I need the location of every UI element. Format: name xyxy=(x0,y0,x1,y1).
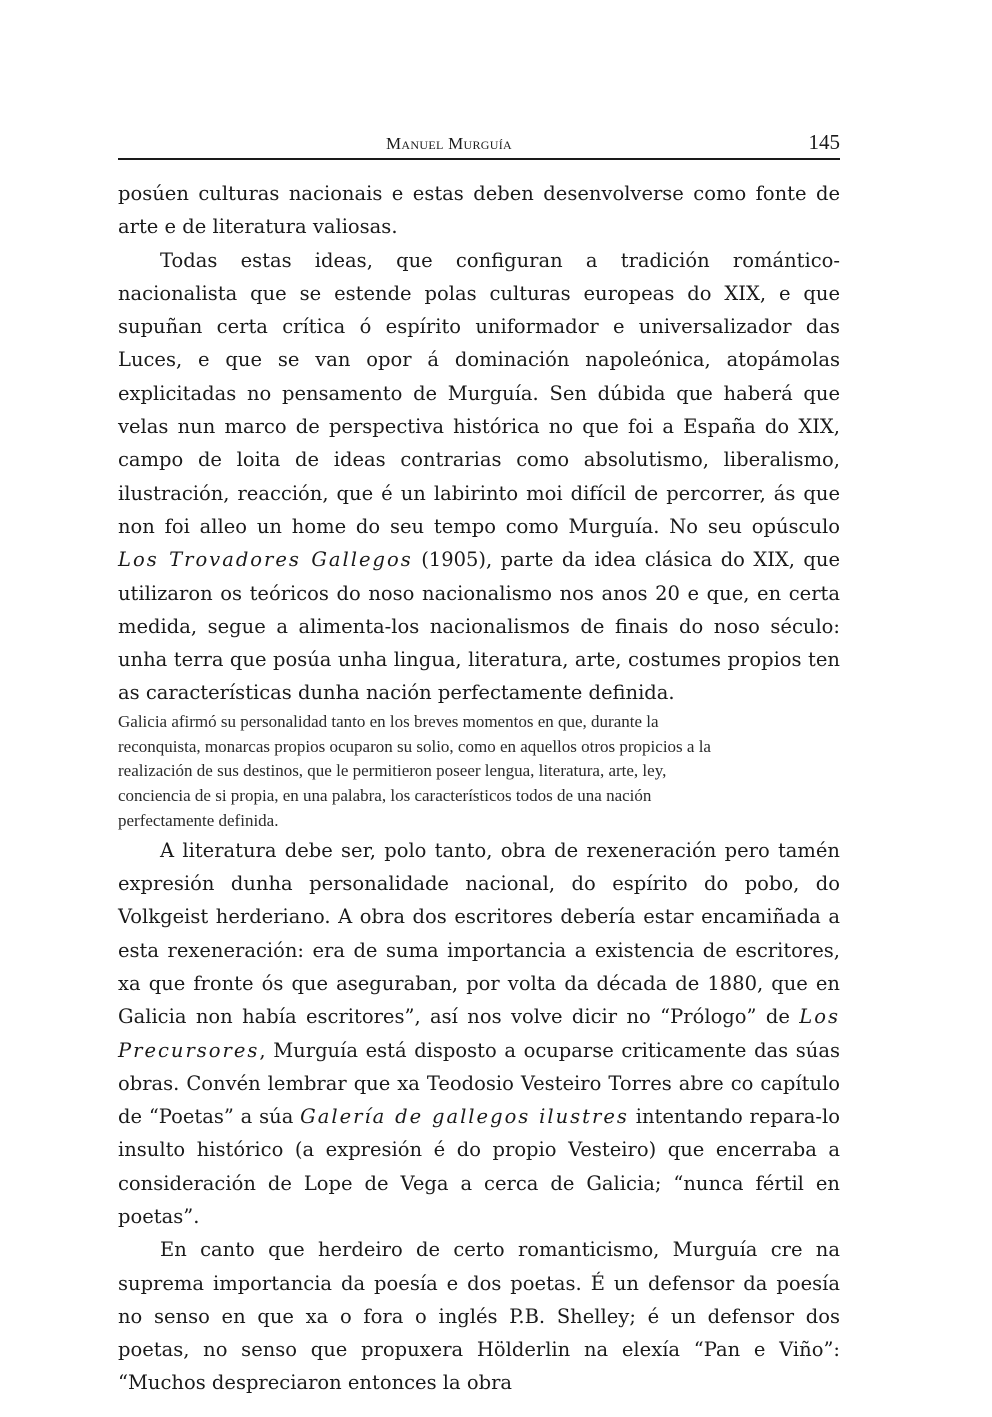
running-title: Manuel Murguía xyxy=(386,134,513,153)
book-title-galeria: Galería de gallegos ilustres xyxy=(300,1105,629,1129)
body-text xyxy=(118,177,840,1400)
paragraph-2-part-b: (1905), parte da idea clásica do XIX, que utilizaron os teóricos do noso nacionalismo nos anos 20 e que, en certa medida, segue a alimenta-los nacionalismos de finais do noso século: unha terra que posúa unha lingua, literatura, arte, costumes propios ten as características dunha nación perfectamente definida. xyxy=(118,548,840,705)
paragraph-4: En canto que herdeiro de certo romanticismo, Murguía cre na suprema importancia da poesía e dos poetas. É un defensor da poesía no senso en que xa o fora o inglés P.B. Shelley; é un defensor dos poetas, no senso que propuxera Hölderlin na elexía “Pan e Viño”: “Muchos despreciaron entonces la obra xyxy=(118,1238,840,1395)
paragraph-3-part-a: A literatura debe ser, polo tanto, obra de rexeneración pero tamén expresión dunha personalidade nacional, do espírito do pobo, do Volkgeist herderiano. A obra dos escritores debería estar encamiñada a esta rexeneración: era de suma importancia a existencia de escritores, xa que fronte ós que aseguraban, por volta da década de 1880, que en Galicia non había escritores”, así nos volve dicir no “Prólogo” de xyxy=(118,838,840,1029)
paragraph-3-part-b: , Murguía está disposto a ocuparse criticamente das súas obras. Convén lembrar que xa Teodosio Vesteiro Torres abre co capítulo de “Poetas” a súa xyxy=(118,1038,840,1129)
book-title-precursores: Los Precursores xyxy=(118,1005,840,1062)
page-number: 145 xyxy=(808,130,840,154)
page-header xyxy=(118,128,840,160)
paragraph-2-part-a: Todas estas ideas, que configuran a tradición romántico-nacionalista que se estende polas culturas europeas do XIX, e que supuñan certa crítica ó espírito uniformador e universalizador das Luces, e que se van opor á dominación napoleónica, atopámolas explicitadas no pensamento de Murguía. Sen dúbida que haberá que velas nun marco de perspectiva histórica no que foi a España do XIX, campo de loita de ideas contrarias como absolutismo, liberalismo, ilustración, reacción, que é un labirinto moi difícil de percorrer, ás que non foi alleo un home do seu tempo como Murguía. No seu opúsculo xyxy=(118,248,840,538)
paragraph-2 xyxy=(118,244,840,710)
paragraph-3 xyxy=(118,834,840,1234)
block-quote: Galicia afirmó su personalidad tanto en los breves momentos en que, durante la reconquista, monarcas propios ocuparon su solio, como en aquellos otros propicios a la realización de sus destinos, que le permitieron poseer lengua, literatura, arte, ley, conciencia de si propia, en una palabra, los característicos todos de una nación perfectamente definida. xyxy=(118,711,711,830)
paragraph-1: posúen culturas nacionais e estas deben desenvolverse como fonte de arte e de literatura valiosas. xyxy=(118,182,840,239)
paragraph-3-part-c: intentando repara-lo insulto histórico (a expresión é do propio Vesteiro) que encerraba a consideración de Lope de Vega a cerca de Galicia; “nunca fértil en poetas”. xyxy=(118,1105,840,1228)
book-title-trovadores: Los Trovadores Gallegos xyxy=(118,548,413,572)
